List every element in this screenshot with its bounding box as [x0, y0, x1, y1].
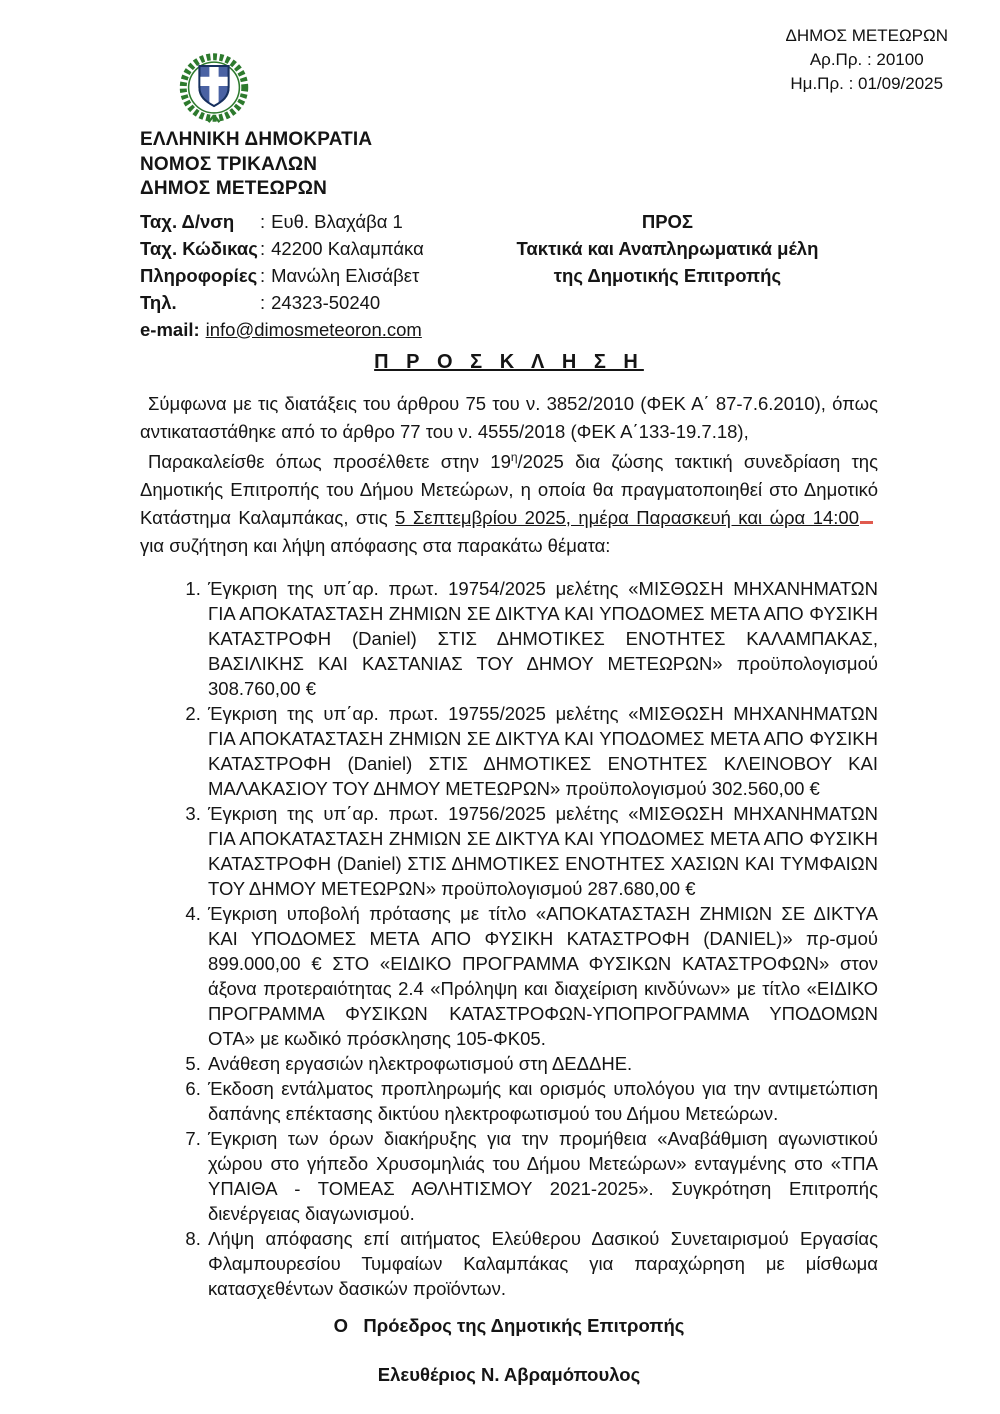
- contact-row-email: [140, 316, 487, 343]
- paragraph-legal-basis: Σύμφωνα με τις διατάξεις του άρθρου 75 του ν. 3852/2010 (ΦΕΚ Α΄ 87-7.6.2010), όπως αντικαταστάθηκε από το άρθρο 77 του ν. 4555/2018 (ΦΕΚ Α΄133-19.7.18),: [140, 392, 878, 442]
- invitation-text-end: για συζήτηση και λήψη απόφασης στα παρακάτω θέματα:: [140, 534, 611, 556]
- recipient-block: [487, 208, 878, 343]
- stamp-municipality: ΔΗΜΟΣ ΜΕΤΕΩΡΩΝ: [785, 26, 948, 45]
- stamp-protocol-number: Αρ.Πρ. : 20100: [809, 50, 924, 69]
- contact-separator: :: [260, 210, 266, 232]
- contact-value: 24323-50240: [271, 291, 381, 313]
- protocol-stamp: [785, 24, 948, 96]
- contact-value: 42200 Καλαμπάκα: [271, 237, 424, 259]
- contact-label: Τηλ.: [140, 291, 177, 313]
- contact-row-postcode: [140, 235, 487, 262]
- letterhead: [140, 128, 878, 202]
- contact-separator: :: [260, 264, 266, 286]
- agenda-list: [140, 576, 878, 1301]
- paragraph-invitation: [140, 448, 878, 560]
- document-title-text: Π Ρ Ο Σ Κ Λ Η Σ Η: [374, 350, 644, 373]
- spellcheck-mark: [860, 517, 873, 524]
- greek-coat-of-arms-icon: [168, 46, 260, 126]
- contact-block: [140, 208, 487, 343]
- contact-separator: :: [260, 291, 266, 313]
- agenda-item-1: 1. Έγκριση της υπ΄αρ. πρωτ. 19754/2025 μελέτης «ΜΙΣΘΩΣΗ ΜΗΧΑΝΗΜΑΤΩΝ ΓΙΑ ΑΠΟΚΑΤΑΣΤΑΣΗ ΖΗΜΙΩΝ ΣΕ ΔΙΚΤΥΑ ΚΑΙ ΥΠΟΔΟΜΕΣ ΜΕΤΑ ΑΠΟ ΦΥΣΙΚΗ ΚΑΤΑΣΤΡΟΦΗ (Daniel) ΣΤΙΣ ΔΗΜΟΤΙΚΕΣ ΕΝΟΤΗΤΕΣ ΚΑΛΑΜΠΑΚΑΣ, ΒΑΣΙΛΙΚΗΣ ΚΑΙ ΚΑΣΤΑΝΙΑΣ ΤΟΥ ΔΗΜΟΥ ΜΕΤΕΩΡΩΝ» προϋπολογισμού 308.760,00 €: [206, 576, 878, 701]
- contact-separator: :: [260, 237, 266, 259]
- signature-name: Ελευθέριος Ν. Αβραμόπουλος: [377, 1363, 641, 1385]
- agenda-item-4: 4. Έγκριση υποβολή πρότασης με τίτλο «ΑΠΟΚΑΤΑΣΤΑΣΗ ΖΗΜΙΩΝ ΣΕ ΔΙΚΤΥΑ ΚΑΙ ΥΠΟΔΟΜΕΣ ΜΕΤΑ ΑΠΟ ΦΥΣΙΚΗ ΚΑΤΑΣΤΡΟΦΗ (DANIEL)» πρ-σμού 899.000,00 € ΣΤΟ «ΕΙΔΙΚΟ ΠΡΟΓΡΑΜΜΑ ΦΥΣΙΚΩΝ ΚΑΤΑΣΤΡΟΦΩΝ» στον άξονα προτεραιότητας 2.4 «Πρόληψη και διαχείριση κινδύνων» με τίτλο «ΕΙΔΙΚΟ ΠΡΟΓΡΑΜΜΑ ΦΥΣΙΚΩΝ ΚΑΤΑΣΤΡΟΦΩΝ-ΥΠΟΠΡΟΓΡΑΜΜΑ ΥΠΟΔΟΜΩΝ ΟΤΑ» με κωδικό πρόσκλησης 105-ΦΚ05.: [206, 901, 878, 1051]
- agenda-item-2: 2. Έγκριση της υπ΄αρ. πρωτ. 19755/2025 μελέτης «ΜΙΣΘΩΣΗ ΜΗΧΑΝΗΜΑΤΩΝ ΓΙΑ ΑΠΟΚΑΤΑΣΤΑΣΗ ΖΗΜΙΩΝ ΣΕ ΔΙΚΤΥΑ ΚΑΙ ΥΠΟΔΟΜΕΣ ΜΕΤΑ ΑΠΟ ΦΥΣΙΚΗ ΚΑΤΑΣΤΡΟΦΗ (Daniel) ΣΤΙΣ ΔΗΜΟΤΙΚΕΣ ΕΝΟΤΗΤΕΣ ΚΛΕΙΝΟΒΟΥ ΚΑΙ ΜΑΛΑΚΑΣΙΟΥ ΤΟΥ ΔΗΜΟΥ ΜΕΤΕΩΡΩΝ» προϋπολογισμού 302.560,00 €: [206, 701, 878, 801]
- letterhead-prefecture: ΝΟΜΟΣ ΤΡΙΚΑΛΩΝ: [140, 153, 318, 175]
- contact-label: Ταχ. Δ/νση: [140, 210, 235, 232]
- email-label: e-mail:: [140, 318, 200, 340]
- recipient-to-label: ΠΡΟΣ: [641, 210, 694, 232]
- contact-row-info: [140, 262, 487, 289]
- signature-block: [140, 1315, 878, 1386]
- contact-row-address: [140, 208, 487, 235]
- session-ordinal-superscript: η: [510, 449, 518, 464]
- document-title: [140, 351, 878, 374]
- agenda-item-5: 5. Ανάθεση εργασιών ηλεκτροφωτισμού στη ΔΕΔΔΗΕ.: [206, 1051, 878, 1076]
- recipient-line-members: Τακτικά και Αναπληρωματικά μέλη: [516, 237, 819, 259]
- contact-label: Πληροφορίες: [140, 264, 258, 286]
- agenda-item-3: 3. Έγκριση της υπ΄αρ. πρωτ. 19756/2025 μελέτης «ΜΙΣΘΩΣΗ ΜΗΧΑΝΗΜΑΤΩΝ ΓΙΑ ΑΠΟΚΑΤΑΣΤΑΣΗ ΖΗΜΙΩΝ ΣΕ ΔΙΚΤΥΑ ΚΑΙ ΥΠΟΔΟΜΕΣ ΜΕΤΑ ΑΠΟ ΦΥΣΙΚΗ ΚΑΤΑΣΤΡΟΦΗ (Daniel) ΣΤΙΣ ΔΗΜΟΤΙΚΕΣ ΕΝΟΤΗΤΕΣ ΧΑΣΙΩΝ ΚΑΙ ΤΥΜΦΑΙΩΝ ΤΟΥ ΔΗΜΟΥ ΜΕΤΕΩΡΩΝ» προϋπολογισμού 287.680,00 €: [206, 801, 878, 901]
- stamp-protocol-date: Ημ.Πρ. : 01/09/2025: [790, 74, 944, 93]
- contact-row-phone: [140, 289, 487, 316]
- agenda-item-6: 6. Έκδοση εντάλματος προπληρωμής και ορισμός υπολόγου για την αντιμετώπιση δαπάνης επέκτασης δικτύου ηλεκτροφωτισμού του Δήμου Μετεώρων.: [206, 1076, 878, 1126]
- email-link[interactable]: info@dimosmeteoron.com: [205, 318, 422, 340]
- letterhead-municipality: ΔΗΜΟΣ ΜΕΤΕΩΡΩΝ: [140, 178, 328, 199]
- contact-value: Ευθ. Βλαχάβα 1: [271, 210, 403, 232]
- contact-label: Ταχ. Κώδικας: [140, 237, 258, 259]
- agenda-item-7: 7. Έγκριση των όρων διακήρυξης για την προμήθεια «Αναβάθμιση αγωνιστικού χώρου στο γήπεδο Χρυσομηλιάς του Δήμου Μετεώρων» ενταγμένης στο «ΤΠΑ ΥΠΑΙΘΑ - ΤΟΜΕΑΣ ΑΘΛΗΤΙΣΜΟΥ 2021-2025». Συγκρότηση Επιτροπής διενέργειας διαγωνισμού.: [206, 1126, 878, 1226]
- header-columns: [140, 208, 878, 343]
- meeting-datetime-underlined: 5 Σεπτεμβρίου 2025, ημέρα Παρασκευή και ώρα 14:00: [395, 506, 859, 528]
- recipient-line-committee: της Δημοτικής Επιτροπής: [553, 264, 782, 286]
- signature-title: Ο Πρόεδρος της Δημοτικής Επιτροπής: [333, 1314, 685, 1336]
- invitation-text-start: Παρακαλείσθε όπως προσέλθετε στην 19: [148, 450, 511, 472]
- invitation-text-middle: /2025 δια ζώσης τακτική συνεδρίαση της Δημοτικής Επιτροπής του Δήμου Μετεώρων, η οποία θα πραγματοποιηθεί στο Δημοτικό Κατάστημα Καλαμπάκας, στις: [140, 450, 878, 528]
- letterhead-republic: ΕΛΛΗΝΙΚΗ ΔΗΜΟΚΡΑΤΙΑ: [140, 129, 373, 150]
- agenda-item-8: 8. Λήψη απόφασης επί αιτήματος Ελεύθερου Δασικού Συνεταιρισμού Εργασίας Φλαμπουρεσίου Τυμφαίων Καλαμπάκας για παραχώρηση με μίσθωμα κατασχεθέντων δασικών προϊόντων.: [206, 1226, 878, 1301]
- contact-value: Μανώλη Ελισάβετ: [271, 264, 420, 286]
